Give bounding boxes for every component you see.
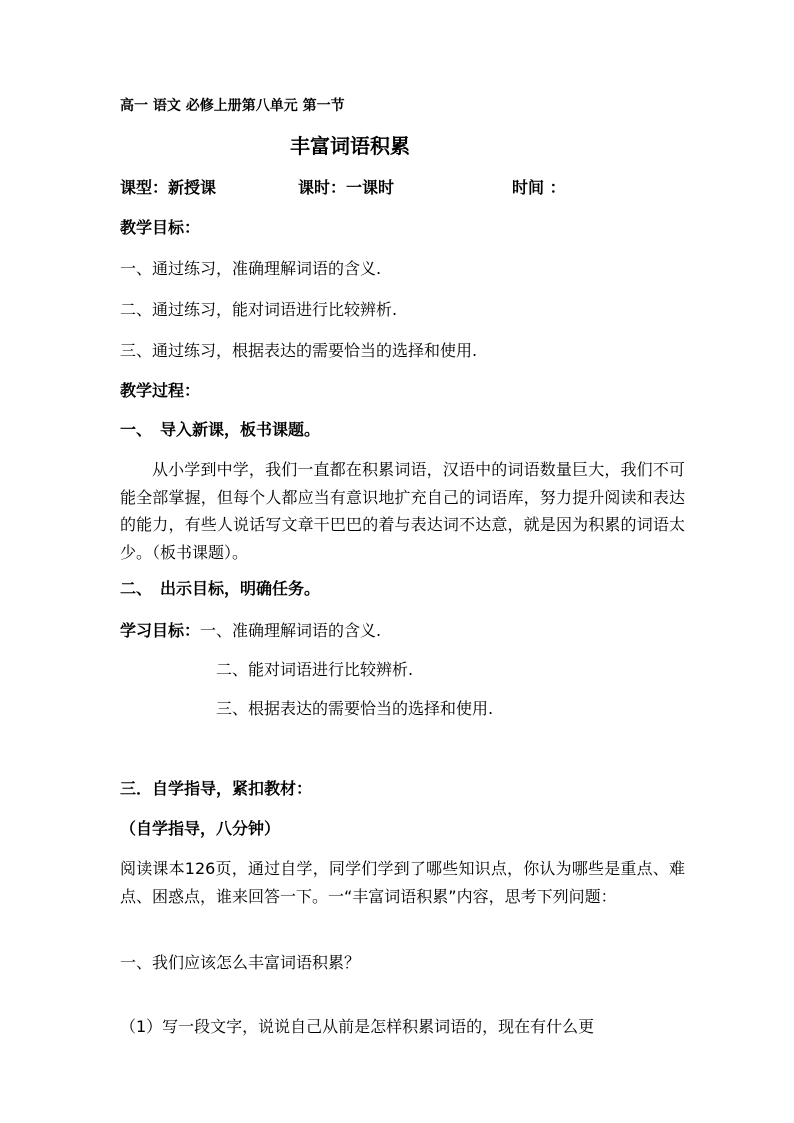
section3-paragraph: 阅读课本126页，通过自学，同学们学到了哪些知识点，你认为哪些是重点、难点、困惑点，谁来回答一下。一“丰富词语积累”内容，思考下列问题： <box>120 859 685 906</box>
question-1: 一、我们应该怎么丰富词语积累？ <box>120 953 361 972</box>
objective-item-1: 一、通过练习，准确理解词语的含义. <box>120 259 382 278</box>
learning-goals-row <box>120 620 381 642</box>
section3-subheading: （自学指导，八分钟） <box>120 819 281 838</box>
learning-goal-3: 三、根据表达的需要恰当的选择和使用. <box>216 699 494 718</box>
objective-item-2: 二、通过练习，能对词语进行比较辨析. <box>120 300 398 319</box>
lesson-hours: 课时：一课时 <box>298 178 395 197</box>
objective-item-3: 三、通过练习，根据表达的需要恰当的选择和使用. <box>120 341 478 360</box>
question-1-item-1: （1）写一段文字，说说自己从前是怎样积累词语的，现在有什么更 <box>120 1017 595 1036</box>
lesson-type: 课型：新授课 <box>120 178 217 197</box>
section3-heading: 三．自学指导，紧扣教材： <box>120 779 313 798</box>
learning-goal-2: 二、能对词语进行比较辨析. <box>216 660 414 679</box>
section1-paragraph: 从小学到中学，我们一直都在积累词语，汉语中的词语数量巨大，我们不可能全部掌握，但每个人都应当有意识地扩充自己的词语库，努力提升阅读和表达的能力，有些人说话写文章干巴巴的着与表达词不达意，就是因为积累的词语太少。（板书课题）。 <box>120 460 685 562</box>
page-title: 丰富词语积累 <box>290 134 410 158</box>
section1-heading: 一、 导入新课，板书课题。 <box>120 420 321 439</box>
process-heading: 教学过程： <box>120 381 201 400</box>
document-header: 高一 语文 必修上册第八单元 第一节 <box>120 98 345 114</box>
section2-heading: 二、 出示目标，明确任务。 <box>120 579 321 598</box>
lesson-time: 时间 ： <box>512 178 566 197</box>
learning-goal-1: 一、准确理解词语的含义. <box>200 621 382 640</box>
learning-goals-label: 学习目标： <box>120 621 201 640</box>
objectives-heading: 教学目标： <box>120 218 201 237</box>
